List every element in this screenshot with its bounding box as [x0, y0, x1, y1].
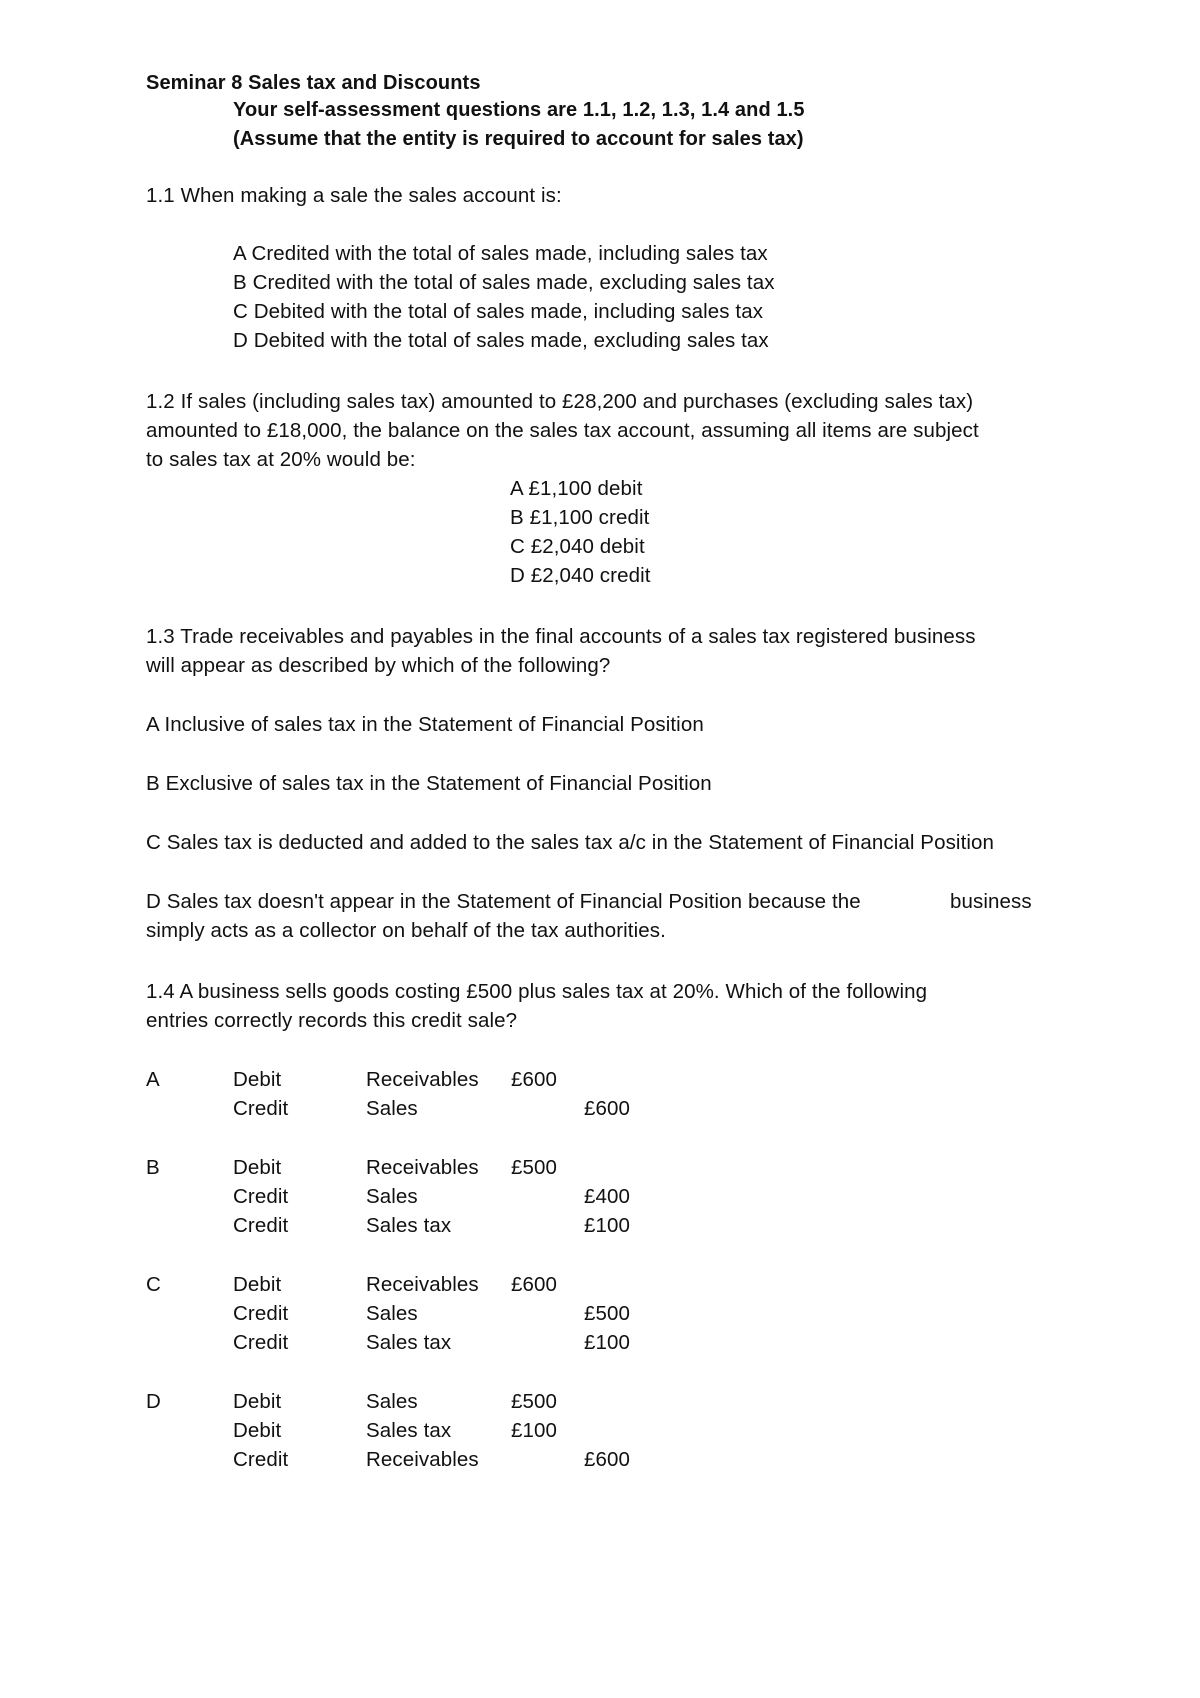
q1-option-b: B Credited with the total of sales made, excluding sales tax — [233, 271, 775, 294]
q3-option-b: B Exclusive of sales tax in the Statement of Financial Position — [146, 772, 712, 795]
question-1-3-line-1: 1.3 Trade receivables and payables in the final accounts of a sales tax registered business — [146, 625, 976, 648]
q3-option-c: C Sales tax is deducted and added to the sales tax a/c in the Statement of Financial Position — [146, 831, 995, 854]
question-1-2-line-2: amounted to £18,000, the balance on the sales tax account, assuming all items are subject — [146, 419, 979, 442]
q4-entry-credit: £500 — [584, 1302, 631, 1325]
q4-entry-credit: £100 — [584, 1214, 631, 1237]
q4-entry-account: Receivables — [366, 1448, 479, 1471]
q4-entry-side: Credit — [233, 1302, 289, 1325]
q1-option-c: C Debited with the total of sales made, including sales tax — [233, 300, 764, 323]
question-1-4-line-1: 1.4 A business sells goods costing £500 plus sales tax at 20%. Which of the following — [146, 980, 928, 1003]
q3-option-d-line-1-end: business — [950, 890, 1032, 913]
question-1-1: 1.1 When making a sale the sales account is: — [146, 184, 562, 207]
q2-option-c: C £2,040 debit — [510, 535, 645, 558]
question-1-4-line-2: entries correctly records this credit sale? — [146, 1009, 518, 1032]
q4-entry-account: Receivables — [366, 1068, 479, 1091]
q4-entry-account: Receivables — [366, 1156, 479, 1179]
q4-entry-account: Sales tax — [366, 1214, 452, 1237]
q4-entry-side: Debit — [233, 1390, 282, 1413]
q4-entry-side: Debit — [233, 1068, 282, 1091]
q4-entry-account: Sales — [366, 1185, 418, 1208]
q3-option-d-line-2: simply acts as a collector on behalf of the tax authorities. — [146, 919, 666, 942]
q3-option-a: A Inclusive of sales tax in the Statement of Financial Position — [146, 713, 704, 736]
q4-entry-side: Credit — [233, 1214, 289, 1237]
q4-entry-side: Credit — [233, 1448, 289, 1471]
q4-entry-side: Credit — [233, 1185, 289, 1208]
page-title: Seminar 8 Sales tax and Discounts — [146, 72, 481, 94]
q4-entry-account: Sales — [366, 1302, 418, 1325]
q1-option-d: D Debited with the total of sales made, excluding sales tax — [233, 329, 769, 352]
q4-entry-credit: £600 — [584, 1097, 631, 1120]
q4-entry-account: Receivables — [366, 1273, 479, 1296]
q4-entry-credit: £400 — [584, 1185, 631, 1208]
q3-option-d-line-1: D Sales tax doesn't appear in the Statement of Financial Position because the — [146, 890, 861, 913]
q2-option-d: D £2,040 credit — [510, 564, 651, 587]
q4-entry-debit: £500 — [511, 1390, 558, 1413]
q4-entry-side: Credit — [233, 1097, 289, 1120]
question-1-2-line-3: to sales tax at 20% would be: — [146, 448, 416, 471]
q4-option-letter: D — [146, 1390, 161, 1413]
q4-entry-side: Credit — [233, 1331, 289, 1354]
q2-option-a: A £1,100 debit — [510, 477, 643, 500]
question-1-3-line-2: will appear as described by which of the following? — [146, 654, 611, 677]
q4-entry-side: Debit — [233, 1273, 282, 1296]
q4-entry-debit: £600 — [511, 1068, 558, 1091]
q2-option-b: B £1,100 credit — [510, 506, 650, 529]
q4-entry-side: Debit — [233, 1419, 282, 1442]
q4-entry-debit: £500 — [511, 1156, 558, 1179]
q4-entry-account: Sales tax — [366, 1419, 452, 1442]
q4-entry-credit: £100 — [584, 1331, 631, 1354]
q4-option-letter: B — [146, 1156, 160, 1179]
q4-entry-side: Debit — [233, 1156, 282, 1179]
question-1-2-line-1: 1.2 If sales (including sales tax) amounted to £28,200 and purchases (excluding sales tax) — [146, 390, 974, 413]
q4-entry-debit: £600 — [511, 1273, 558, 1296]
q4-option-letter: C — [146, 1273, 161, 1296]
q4-option-letter: A — [146, 1068, 160, 1091]
q4-entry-account: Sales tax — [366, 1331, 452, 1354]
q4-entry-account: Sales — [366, 1097, 418, 1120]
page-note: (Assume that the entity is required to account for sales tax) — [233, 128, 804, 150]
page-subtitle: Your self-assessment questions are 1.1, 1.2, 1.3, 1.4 and 1.5 — [233, 99, 805, 121]
q1-option-a: A Credited with the total of sales made, including sales tax — [233, 242, 768, 265]
q4-entry-credit: £600 — [584, 1448, 631, 1471]
q4-entry-debit: £100 — [511, 1419, 558, 1442]
q4-entry-account: Sales — [366, 1390, 418, 1413]
